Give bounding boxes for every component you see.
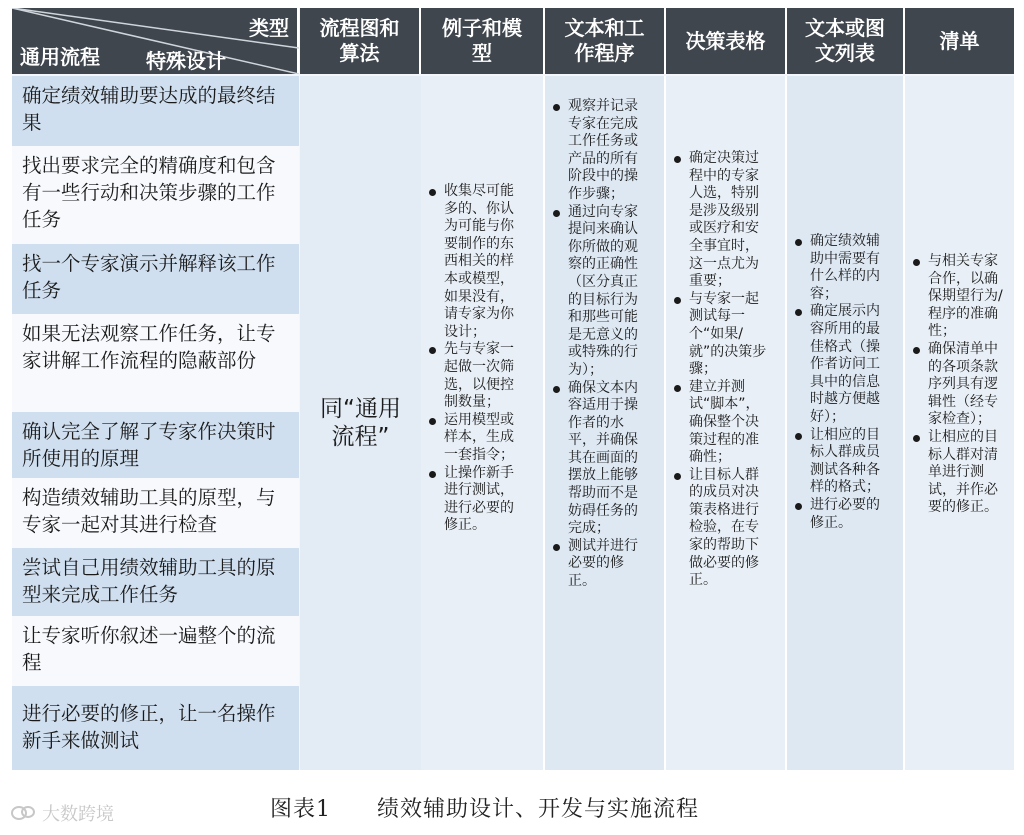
list-item: 测试并进行必要的修正。 [552,538,648,591]
figure-caption [270,792,699,823]
list-item: 确定绩效辅助中需要有什么样的内容； [794,233,890,303]
text-list [552,98,648,591]
header-general-label: 通用流程 [20,45,100,69]
checklist-list [912,253,1004,517]
list-list [794,233,890,532]
list-item: 运用模型或样本，生成一套指令； [428,412,524,465]
header-type-label: 类型 [249,16,289,40]
step-row: 让专家听你叙述一遍整个的流程 [12,616,299,686]
process-table [12,8,1014,770]
caption-label: 图表1 [270,797,331,822]
step-row: 找一个专家演示并解释该工作任务 [12,244,299,314]
step-row: 确认完全了解了专家作决策时所使用的原理 [12,412,299,478]
list-item: 让目标人群的成员对决策表格进行检验，在专家的帮助下做必要的修正。 [673,467,769,590]
step-row: 进行必要的修正，让一名操作新手来做测试 [12,686,299,770]
list-item: 收集尽可能多的、你认为可能与你要制作的东西相关的样本或模型，如果没有，请专家为你设计； [428,183,524,341]
header-examples-label: 例子和模型 [442,16,522,65]
list-item: 让相应的目标人群成员测试各种各样的格式； [794,427,890,497]
flowchart-cell [300,76,421,770]
list-item: 让相应的目标人群对清单进行测试，并作必要的修正。 [912,429,1004,517]
header-decision [666,8,787,74]
list-item: 确定展示内容所用的最佳格式（操作者访问工具中的信息时越方便越好）； [794,303,890,426]
step-row: 尝试自己用绩效辅助工具的原型来完成工作任务 [12,548,299,616]
list-item: 确保清单中的各项条款序列具有逻辑性（经专家检查）； [912,341,1004,429]
header-flowchart [300,8,421,74]
decision-list [673,150,769,590]
list-item: 通过向专家提问来确认你所做的观察的正确性（区分真正的目标行为和那些可能是无意义的或特殊的行为）； [552,204,648,380]
header-checklist [905,8,1014,74]
watermark [10,800,114,826]
header-corner-cell [12,8,299,74]
step-row: 如果无法观察工作任务，让专家讲解工作流程的隐蔽部份 [12,314,299,412]
header-flowchart-label: 流程图和算法 [319,16,400,65]
step-row: 确定绩效辅助要达成的最终结果 [12,76,299,146]
list-item: 确定决策过程中的专家人选，特别是涉及级别或医疗和安全事宜时，这一点尤为重要； [673,150,769,291]
header-text [545,8,666,74]
list-item: 与相关专家合作，以确保期望行为/程序的准确性； [912,253,1004,341]
list-item: 进行必要的修正。 [794,497,890,532]
header-special-label: 特殊设计 [146,49,226,73]
examples-list [428,183,524,535]
flowchart-text: 同“通用流程” [320,396,401,450]
header-list [787,8,905,74]
caption-title: 绩效辅助设计、开发与实施流程 [377,797,700,822]
watermark-icon [10,803,36,823]
step-row: 构造绩效辅助工具的原型，与专家一起对其进行检查 [12,478,299,548]
list-item: 观察并记录专家在完成工作任务或产品的所有阶段中的操作步骤； [552,98,648,204]
header-examples [421,8,545,74]
header-list-label: 文本或图文列表 [805,16,885,65]
list-item: 让操作新手进行测试，进行必要的修正。 [428,465,524,535]
header-checklist-label: 清单 [939,28,980,53]
list-item: 确保文本内容适用于操作者的水平，并确保其在画面的摆放上能够帮助而不是妨碍任务的完成； [552,380,648,538]
list-item: 先与专家一起做一次筛选，以便控制数量； [428,341,524,411]
header-text-label: 文本和工作程序 [564,16,645,65]
list-item: 与专家一起测试每一个“如果/就”的决策步骤； [673,291,769,379]
watermark-text: 大数跨境 [42,804,114,825]
header-decision-label: 决策表格 [685,28,766,53]
list-item: 建立并测试“脚本”，确保整个决策过程的准确性； [673,379,769,467]
step-row: 找出要求完全的精确度和包含有一些行动和决策步骤的工作任务 [12,146,299,244]
